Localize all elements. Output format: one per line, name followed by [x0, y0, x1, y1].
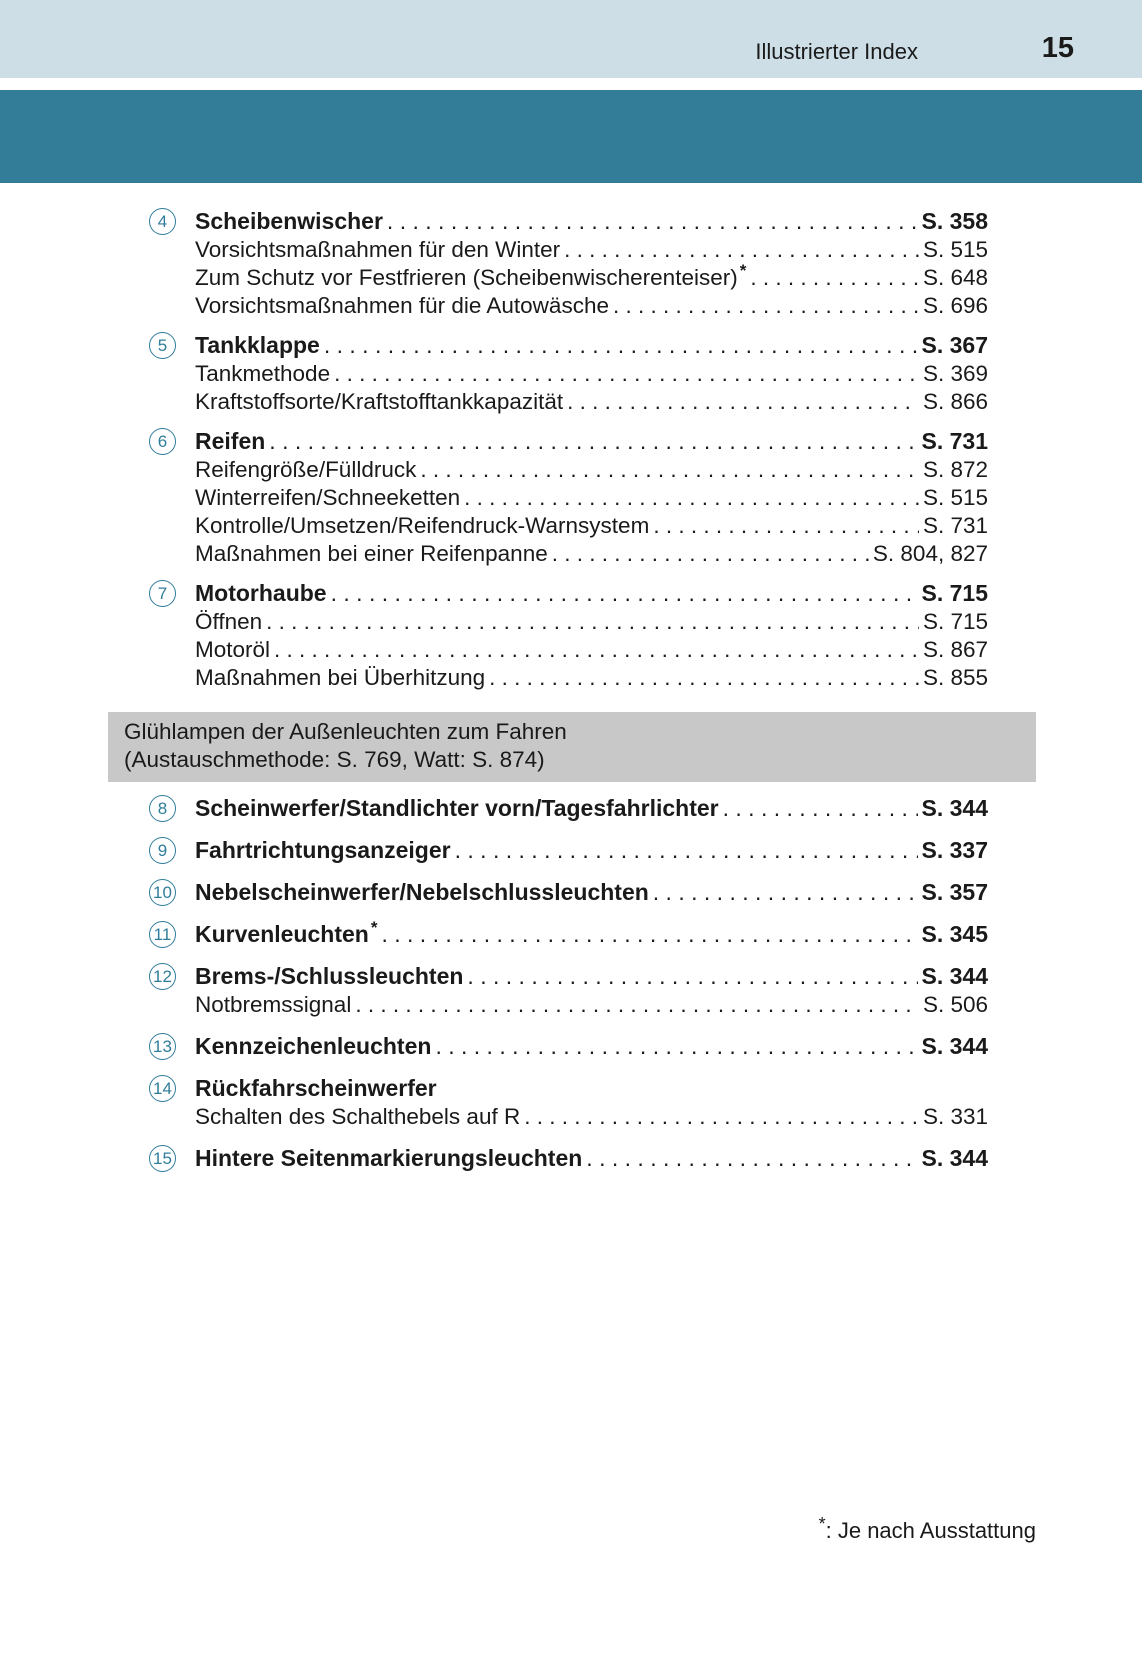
index-subentry[interactable] — [195, 388, 988, 416]
index-section-2 — [153, 793, 988, 1173]
circled-number-14: 14 — [149, 1075, 176, 1102]
subentry-label: Motoröl — [195, 637, 271, 662]
index-group — [157, 578, 988, 692]
asterisk-marker: * — [370, 918, 378, 937]
index-entry[interactable] — [153, 1073, 988, 1103]
index-group — [153, 961, 988, 1019]
subentry-label: Öffnen — [195, 609, 263, 634]
subentry-page-ref[interactable]: S. 731 — [922, 513, 988, 538]
index-entry[interactable] — [153, 918, 988, 949]
circled-number-12: 12 — [149, 963, 176, 990]
entry-page-ref[interactable]: S. 345 — [921, 921, 988, 947]
dot-leader — [586, 1143, 917, 1173]
subentry-page-ref[interactable]: S. 515 — [922, 237, 988, 262]
entry-label: Reifen — [195, 428, 266, 454]
subentry-page-ref[interactable]: S. 872 — [922, 457, 988, 482]
index-entry[interactable] — [157, 835, 988, 865]
bulbs-heading: Glühlampen der Außenleuchten zum Fahren — [124, 719, 567, 744]
index-section-1 — [157, 206, 988, 692]
circled-number-8: 8 — [149, 795, 176, 822]
index-entry[interactable] — [153, 1143, 988, 1173]
subentry-label: Tankmethode — [195, 361, 331, 386]
index-group — [153, 1031, 988, 1061]
subentry-page-ref[interactable]: S. 369 — [922, 361, 988, 386]
index-subentry[interactable] — [195, 540, 988, 568]
subentry-label: Zum Schutz vor Festfrieren (Scheibenwischerenteiser) — [195, 265, 738, 290]
index-entry[interactable] — [157, 206, 988, 236]
index-subentry[interactable] — [195, 360, 988, 388]
index-subentry[interactable] — [195, 292, 988, 320]
dot-leader — [455, 835, 918, 865]
entry-page-ref[interactable]: S. 358 — [921, 208, 988, 234]
subentry-page-ref[interactable]: S. 648 — [922, 265, 988, 290]
dot-leader — [334, 360, 919, 388]
subentry-page-ref[interactable]: S. 515 — [922, 485, 988, 510]
dot-leader — [420, 456, 919, 484]
header-band — [0, 90, 1142, 183]
index-group — [157, 330, 988, 416]
index-entry[interactable] — [157, 578, 988, 608]
entry-label: Fahrtrichtungsanzeiger — [195, 837, 451, 863]
dot-leader — [464, 484, 919, 512]
index-group — [157, 206, 988, 320]
dot-leader — [552, 540, 869, 568]
dot-leader — [381, 919, 917, 949]
circled-number-9: 9 — [149, 837, 176, 864]
index-subentry[interactable] — [195, 456, 988, 484]
entry-page-ref[interactable]: S. 715 — [921, 580, 988, 606]
subentry-label: Vorsichtsmaßnahmen für den Winter — [195, 237, 561, 262]
subentry-label: Notbremssignal — [195, 992, 352, 1017]
entry-label: Motorhaube — [195, 580, 327, 606]
index-group — [157, 426, 988, 568]
subentry-label: Schalten des Schalthebels auf R — [195, 1104, 521, 1129]
entry-label: Nebelscheinwerfer/Nebelschlussleuchten — [195, 879, 649, 905]
subentry-page-ref[interactable]: S. 715 — [922, 609, 988, 634]
dot-leader — [324, 330, 918, 360]
index-subentry[interactable] — [195, 991, 988, 1019]
index-subentry[interactable] — [195, 236, 988, 264]
entry-label: Kennzeichenleuchten — [195, 1033, 432, 1059]
subentry-page-ref[interactable]: S. 866 — [922, 389, 988, 414]
page-header — [0, 0, 1142, 78]
dot-leader — [750, 264, 919, 292]
dot-leader — [653, 877, 918, 907]
dot-leader — [613, 292, 919, 320]
dot-leader — [435, 1031, 917, 1061]
circled-number-7: 7 — [149, 580, 176, 607]
footnote-asterisk: * — [818, 1514, 826, 1534]
dot-leader — [489, 664, 919, 692]
subentry-page-ref[interactable]: S. 804, 827 — [872, 541, 988, 566]
circled-number-4: 4 — [149, 208, 176, 235]
subentry-page-ref[interactable]: S. 855 — [922, 665, 988, 690]
dot-leader — [653, 512, 919, 540]
circled-number-13: 13 — [149, 1033, 176, 1060]
index-subentry[interactable] — [195, 1103, 988, 1131]
dot-leader — [269, 426, 917, 456]
entry-page-ref[interactable]: S. 344 — [921, 1145, 988, 1171]
dot-leader — [266, 608, 919, 636]
index-subentry[interactable] — [195, 261, 988, 292]
index-entry[interactable] — [153, 961, 988, 991]
dot-leader — [387, 206, 918, 236]
circled-number-10: 10 — [149, 879, 176, 906]
dot-leader — [567, 388, 919, 416]
entry-page-ref[interactable]: S. 337 — [921, 837, 988, 863]
subentry-page-ref[interactable]: S. 331 — [922, 1104, 988, 1129]
index-subentry[interactable] — [195, 636, 988, 664]
index-entry[interactable] — [157, 793, 988, 823]
subentry-page-ref[interactable]: S. 696 — [922, 293, 988, 318]
index-entry[interactable] — [157, 330, 988, 360]
entry-label: Hintere Seitenmarkierungsleuchten — [195, 1145, 583, 1171]
index-entry[interactable] — [157, 426, 988, 456]
entry-page-ref[interactable]: S. 367 — [921, 332, 988, 358]
index-group — [153, 1143, 988, 1173]
subentry-label: Maßnahmen bei Überhitzung — [195, 665, 486, 690]
dot-leader — [723, 793, 918, 823]
subentry-label: Kraftstoffsorte/Kraftstofftankkapazität — [195, 389, 564, 414]
footnote-text: : Je nach Ausstattung — [825, 1518, 1036, 1543]
entry-label: Tankklappe — [195, 332, 320, 358]
dot-leader — [355, 991, 919, 1019]
entry-page-ref[interactable]: S. 357 — [921, 879, 988, 905]
header-title: Illustrierter Index — [755, 39, 918, 64]
entry-page-ref[interactable]: S. 344 — [921, 795, 988, 821]
entry-page-ref[interactable]: S. 344 — [921, 1033, 988, 1059]
subentry-page-ref[interactable]: S. 506 — [922, 992, 988, 1017]
index-group — [157, 793, 988, 823]
entry-label: Scheibenwischer — [195, 208, 383, 234]
dot-leader — [524, 1103, 919, 1131]
footnote — [818, 1514, 1036, 1544]
asterisk-marker: * — [739, 261, 747, 280]
subentry-label: Winterreifen/Schneeketten — [195, 485, 461, 510]
index-subentry[interactable] — [195, 484, 988, 512]
dot-leader — [274, 636, 919, 664]
circled-number-15: 15 — [149, 1145, 176, 1172]
dot-leader — [467, 961, 917, 991]
entry-page-ref[interactable]: S. 731 — [921, 428, 988, 454]
entry-label: Rückfahrscheinwerfer — [195, 1075, 437, 1101]
bulbs-subheading: (Austauschmethode: S. 769, Watt: S. 874) — [124, 747, 545, 772]
subentry-label: Kontrolle/Umsetzen/Reifendruck-Warnsystem — [195, 513, 650, 538]
subentry-page-ref[interactable]: S. 867 — [922, 637, 988, 662]
index-subentry[interactable] — [195, 608, 988, 636]
circled-number-6: 6 — [149, 428, 176, 455]
index-entry[interactable] — [153, 1031, 988, 1061]
subentry-label: Reifengröße/Fülldruck — [195, 457, 417, 482]
index-group — [153, 877, 988, 907]
entry-label: Brems-/Schlussleuchten — [195, 963, 464, 989]
dot-leader — [331, 578, 918, 608]
entry-label: Kurvenleuchten — [195, 921, 369, 947]
circled-number-11: 11 — [149, 921, 176, 948]
subentry-label: Vorsichtsmaßnahmen für die Autowäsche — [195, 293, 609, 318]
index-entry[interactable] — [153, 877, 988, 907]
entry-page-ref[interactable]: S. 344 — [921, 963, 988, 989]
index-group — [153, 1073, 988, 1131]
index-subentry[interactable] — [195, 664, 988, 692]
index-group — [153, 918, 988, 949]
subentry-label: Maßnahmen bei einer Reifenpanne — [195, 541, 548, 566]
circled-number-5: 5 — [149, 332, 176, 359]
page-number: 15 — [1041, 32, 1074, 64]
index-group — [157, 835, 988, 865]
bulbs-section-header — [108, 712, 1036, 782]
index-subentry[interactable] — [195, 512, 988, 540]
entry-label: Scheinwerfer/Standlichter vorn/Tagesfahrlichter — [195, 795, 719, 821]
